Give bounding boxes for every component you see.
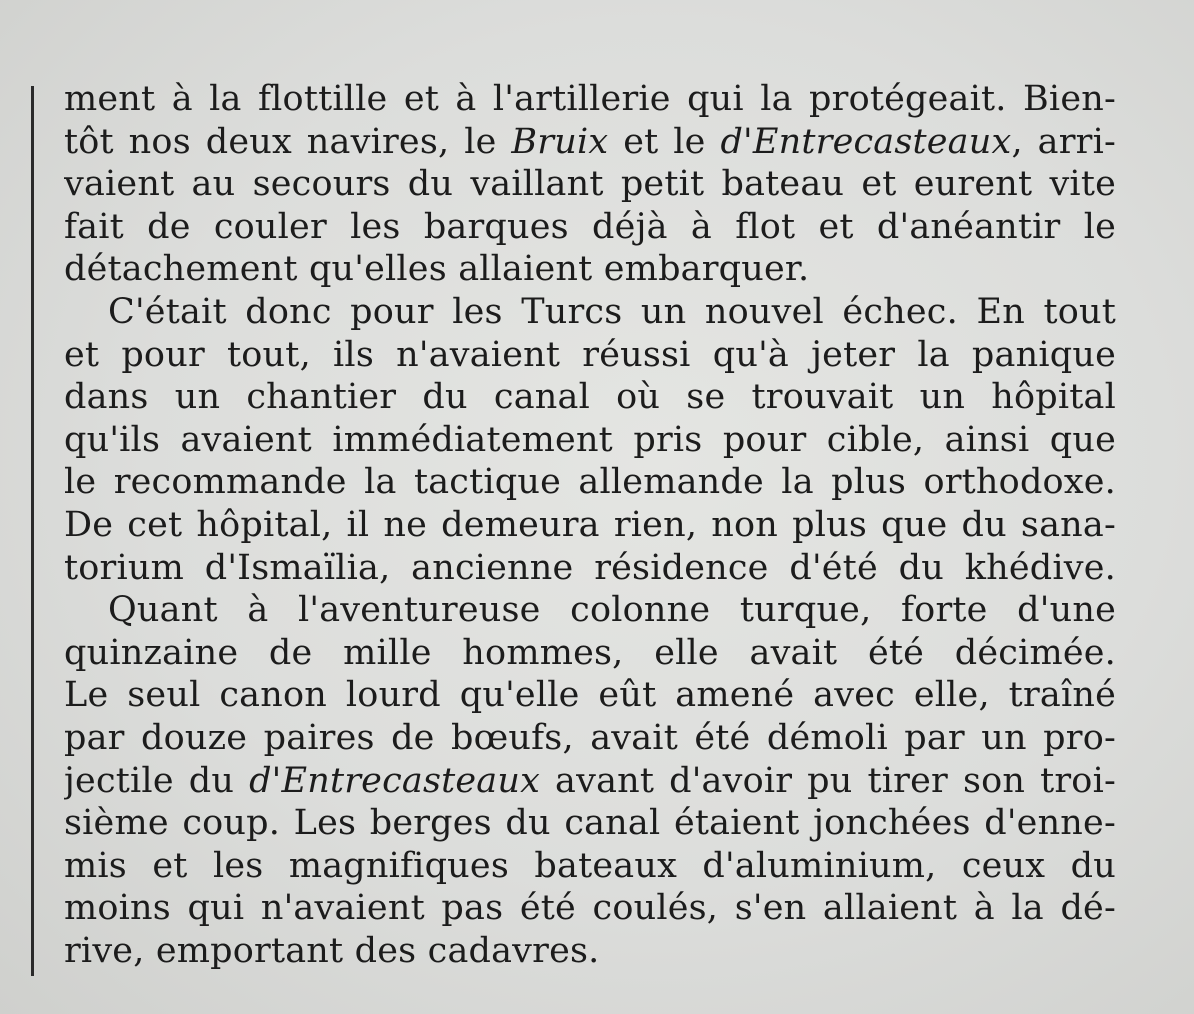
text-line: dans un chantier du canal où se trouvait un hôpital xyxy=(64,377,1116,418)
paragraph-1 xyxy=(64,78,1116,291)
text-line: quinzaine de mille hommes, elle avait été décimée. xyxy=(64,632,1116,673)
ship-name: d'Entrecasteaux xyxy=(249,760,541,801)
text-line: C'était donc pour les Turcs un nouvel échec. En tout xyxy=(108,291,1116,332)
margin-rule xyxy=(31,86,34,976)
ship-name: d'Entrecasteaux xyxy=(720,121,1012,162)
text-line: jectile du d'Entrecasteaux avant d'avoir pu tirer son troi- xyxy=(64,760,1116,801)
text-line: De cet hôpital, il ne demeura rien, non plus que du sana- xyxy=(64,504,1116,545)
text-line: détachement qu'elles allaient embarquer. xyxy=(64,249,810,290)
text-line: rive, emportant des cadavres. xyxy=(64,930,600,971)
text-line: par douze paires de bœufs, avait été démoli par un pro- xyxy=(64,717,1116,758)
paragraph-3 xyxy=(64,589,1116,972)
text-line: Quant à l'aventureuse colonne turque, forte d'une xyxy=(108,590,1116,631)
text-line: vaient au secours du vaillant petit bateau et eurent vite xyxy=(64,164,1116,205)
text-line: et pour tout, ils n'avaient réussi qu'à jeter la panique xyxy=(64,334,1116,375)
body-text xyxy=(64,78,1116,972)
text-line: moins qui n'avaient pas été coulés, s'en allaient à la dé- xyxy=(64,888,1116,929)
text-line: fait de couler les barques déjà à flot et d'anéantir le xyxy=(64,206,1116,247)
text-line: le recommande la tactique allemande la plus orthodoxe. xyxy=(64,462,1116,503)
text-line: tôt nos deux navires, le Bruix et le d'Entrecasteaux, arri- xyxy=(64,121,1116,162)
ship-name: Bruix xyxy=(511,121,609,162)
text-line: torium d'Ismaïlia, ancienne résidence d'été du khédive. xyxy=(64,547,1116,588)
text-line: sième coup. Les berges du canal étaient jonchées d'enne- xyxy=(64,803,1116,844)
text-line: qu'ils avaient immédiatement pris pour cible, ainsi que xyxy=(64,419,1116,460)
paragraph-2 xyxy=(64,291,1116,589)
text-line: mis et les magnifiques bateaux d'aluminium, ceux du xyxy=(64,845,1116,886)
text-line: ment à la flottille et à l'artillerie qui la protégeait. Bien- xyxy=(64,79,1116,119)
text-line: Le seul canon lourd qu'elle eût amené avec elle, traîné xyxy=(64,675,1116,716)
